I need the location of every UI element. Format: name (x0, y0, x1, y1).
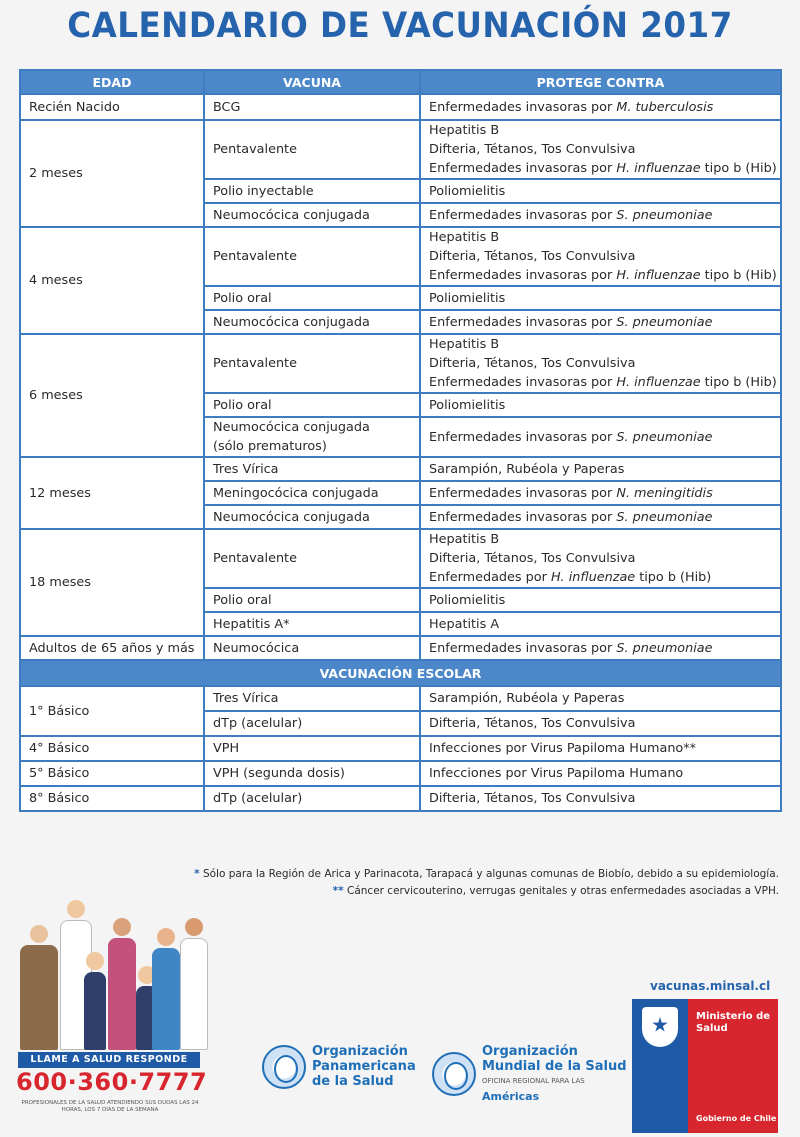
protects-cell: Hepatitis A (420, 612, 781, 636)
age-cell: 2 meses (20, 120, 204, 227)
protects-cell: Enfermedades invasoras por N. meningitidis (420, 481, 781, 505)
table-row (20, 120, 781, 179)
chile-shield-icon (642, 1007, 678, 1047)
vaccine-cell: Polio oral (204, 393, 420, 417)
table-row (20, 94, 781, 120)
salud-responde-banner: LLAME A SALUD RESPONDE (18, 1052, 200, 1068)
government-label: Gobierno de Chile (696, 1114, 777, 1123)
protects-cell: Enfermedades invasoras por M. tuberculosis (420, 94, 781, 120)
ministry-name: Ministerio de Salud (696, 1011, 771, 1034)
age-cell: 5° Básico (20, 761, 204, 786)
table-row (20, 457, 781, 481)
table-row (20, 334, 781, 393)
age-cell: 18 meses (20, 529, 204, 636)
protects-cell: Hepatitis B Difteria, Tétanos, Tos Convulsiva Enfermedades invasoras por H. influenzae tipo b (Hib) (420, 334, 781, 393)
family-illustration (18, 880, 208, 1050)
table-row (20, 227, 781, 286)
footnotes (194, 866, 779, 900)
age-cell: 12 meses (20, 457, 204, 529)
vaccine-cell: Meningocócica conjugada (204, 481, 420, 505)
table-row (20, 761, 781, 786)
protects-cell: Enfermedades invasoras por S. pneumoniae (420, 636, 781, 660)
vaccine-cell: dTp (acelular) (204, 786, 420, 811)
table-row (20, 736, 781, 761)
header-vaccine: VACUNA (204, 70, 420, 94)
phone-subtitle: PROFESIONALES DE LA SALUD ATENDIENDO SUS DUDAS LAS 24 HORAS, LOS 7 DÍAS DE LA SEMANA (21, 1100, 199, 1113)
vaccine-cell: Neumocócica conjugada (204, 310, 420, 334)
protects-cell: Infecciones por Virus Papiloma Humano** (420, 736, 781, 761)
age-cell: 8° Básico (20, 786, 204, 811)
vaccine-cell: Pentavalente (204, 227, 420, 286)
protects-cell: Difteria, Tétanos, Tos Convulsiva (420, 786, 781, 811)
vaccine-cell: VPH (segunda dosis) (204, 761, 420, 786)
ops-globe-icon (262, 1045, 306, 1089)
protects-cell: Hepatitis B Difteria, Tétanos, Tos Convulsiva Enfermedades invasoras por H. influenzae tipo b (Hib) (420, 227, 781, 286)
vaccine-cell: Neumocócica conjugada (204, 203, 420, 227)
doctor-woman-figure (180, 918, 208, 1050)
age-cell: Adultos de 65 años y más (20, 636, 204, 660)
vaccine-cell: Tres Vírica (204, 686, 420, 711)
vaccine-cell: Neumocócica (204, 636, 420, 660)
protects-cell: Difteria, Tétanos, Tos Convulsiva (420, 711, 781, 736)
website-link[interactable]: vacunas.minsal.cl (650, 979, 771, 993)
age-cell: Recién Nacido (20, 94, 204, 120)
vaccine-cell: Neumocócica conjugada (204, 505, 420, 529)
protects-cell: Poliomielitis (420, 179, 781, 203)
vaccine-cell: BCG (204, 94, 420, 120)
vaccine-cell: Tres Vírica (204, 457, 420, 481)
table-header-row (20, 70, 781, 94)
header-age: EDAD (20, 70, 204, 94)
vaccine-cell: Pentavalente (204, 334, 420, 393)
vaccine-cell: Pentavalente (204, 529, 420, 588)
grandparent-figure (20, 925, 58, 1050)
phone-number[interactable]: 600·360·7777 (16, 1068, 208, 1096)
vaccine-cell: Polio oral (204, 588, 420, 612)
page-title: CALENDARIO DE VACUNACIÓN 2017 (67, 6, 733, 46)
vaccine-cell: Hepatitis A* (204, 612, 420, 636)
ops-logo: Organización Panamericana de la Salud (262, 1044, 416, 1089)
protects-cell: Sarampión, Rubéola y Paperas (420, 686, 781, 711)
protects-cell: Enfermedades invasoras por S. pneumoniae (420, 505, 781, 529)
footnote-1: * Sólo para la Región de Arica y Parinacota, Tarapacá y algunas comunas de Biobío, debido a su epidemiología. (194, 868, 779, 880)
protects-cell: Hepatitis B Difteria, Tétanos, Tos Convulsiva Enfermedades por H. influenzae tipo b (Hib) (420, 529, 781, 588)
age-cell: 4° Básico (20, 736, 204, 761)
vaccine-cell: Polio oral (204, 286, 420, 310)
mother-figure (108, 918, 136, 1050)
section-header-row (20, 660, 781, 686)
protects-cell: Hepatitis B Difteria, Tétanos, Tos Convulsiva Enfermedades invasoras por H. influenzae tipo b (Hib) (420, 120, 781, 179)
vaccine-cell: Neumocócica conjugada (sólo prematuros) (204, 417, 420, 457)
ministry-logo (632, 999, 778, 1133)
table-row (20, 786, 781, 811)
footnote-2: ** Cáncer cervicouterino, verrugas genitales y otras enfermedades asociadas a VPH. (332, 885, 779, 897)
child-figure (84, 952, 106, 1050)
protects-cell: Poliomielitis (420, 393, 781, 417)
oms-globe-icon (432, 1052, 476, 1096)
protects-cell: Poliomielitis (420, 588, 781, 612)
table-row (20, 686, 781, 711)
vaccination-table (19, 69, 782, 812)
protects-cell: Enfermedades invasoras por S. pneumoniae (420, 417, 781, 457)
age-cell: 4 meses (20, 227, 204, 334)
vaccine-cell: Pentavalente (204, 120, 420, 179)
protects-cell: Enfermedades invasoras por S. pneumoniae (420, 203, 781, 227)
oms-logo: Organización Mundial de la Salud OFICINA REGIONAL PARA LAS Américas (432, 1044, 627, 1104)
protects-cell: Infecciones por Virus Papiloma Humano (420, 761, 781, 786)
protects-cell: Sarampión, Rubéola y Paperas (420, 457, 781, 481)
age-cell: 1° Básico (20, 686, 204, 736)
vaccine-cell: VPH (204, 736, 420, 761)
vaccine-cell: dTp (acelular) (204, 711, 420, 736)
school-section-header: VACUNACIÓN ESCOLAR (20, 660, 781, 686)
protects-cell: Enfermedades invasoras por S. pneumoniae (420, 310, 781, 334)
header-protects: PROTEGE CONTRA (420, 70, 781, 94)
nurse-figure (152, 928, 180, 1050)
protects-cell: Poliomielitis (420, 286, 781, 310)
table-row (20, 529, 781, 588)
table-row (20, 636, 781, 660)
age-cell: 6 meses (20, 334, 204, 457)
vaccine-cell: Polio inyectable (204, 179, 420, 203)
